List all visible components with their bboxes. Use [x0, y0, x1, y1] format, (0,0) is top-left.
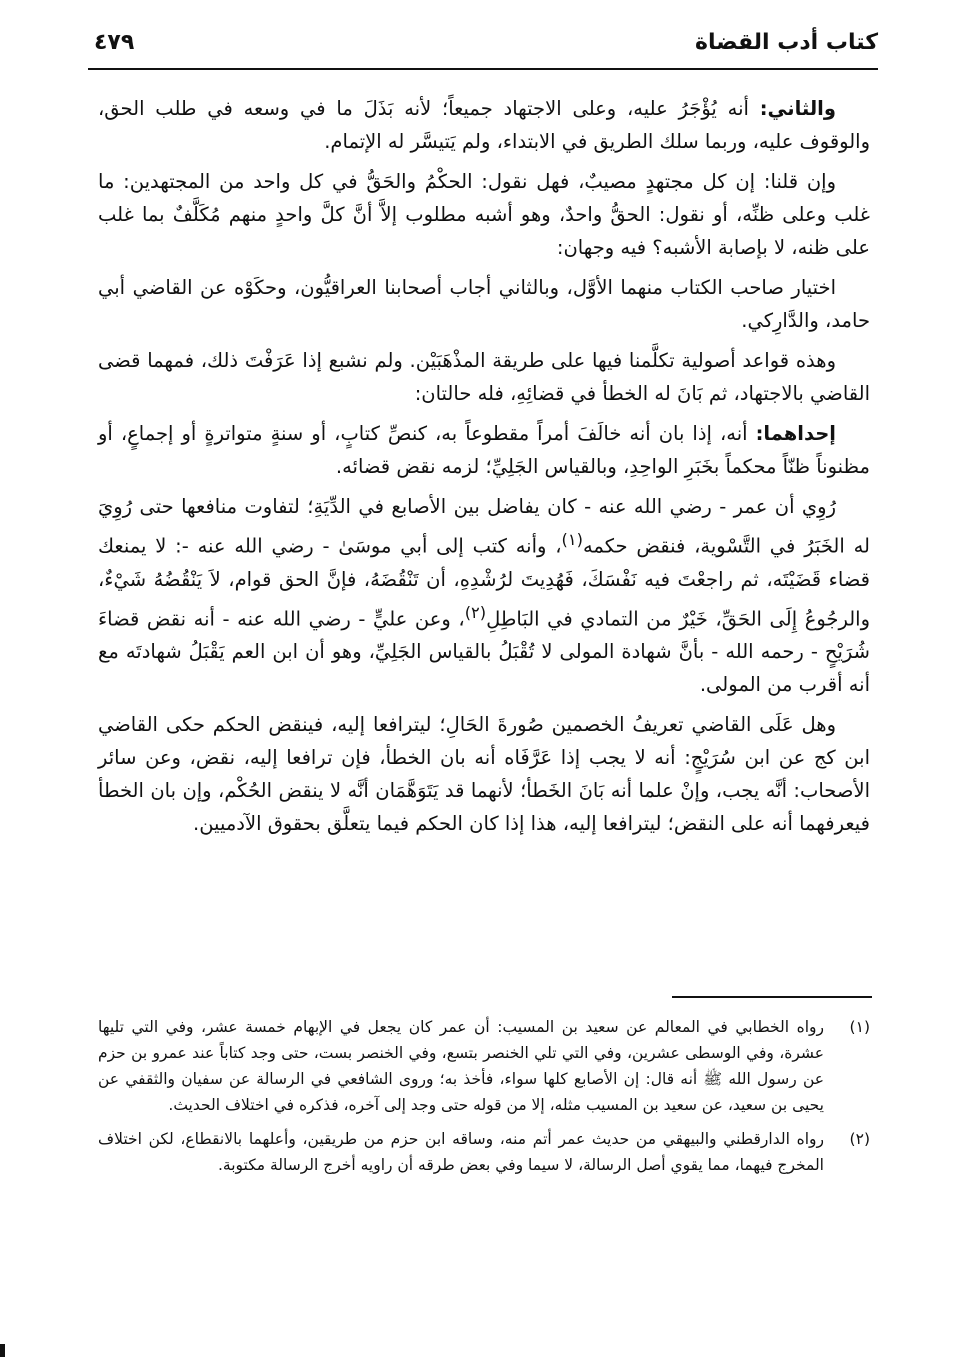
paragraph-5	[98, 417, 870, 483]
paragraph-6-part-2: ، وأنه كتب إلى أبي موسَىٰ - رضي الله عنه -: لا يمنعك قضاء قَضَيْتَه، ثم راجعْتَ فيه نَفْسَكَ، فَهُدِيتَ لرُشْدِهِ، أن تَنْقُضَهُ، فإنَّ الحق قوام، لاَ يَنْقُضُهُ شَيْءٌ، والرجُوعُ إِلَى الحَقِّ، خَيْرٌ من التمادي في البَاطِلِ	[98, 534, 871, 630]
running-header	[88, 26, 878, 62]
footnote-2-mark: (٢)	[849, 1130, 870, 1148]
main-text	[98, 92, 870, 847]
paragraph-3: اختيار صاحب الكتاب منهما الأوَّل، وبالثاني أجاب أصحابنا العراقيُّون، وحكَوْه عن القاضي أبي حامد، والدَّارِكي.	[98, 276, 870, 332]
footnotes	[98, 1014, 870, 1186]
paragraph-6-part-3: ، وعن عليٍّ - رضي الله عنه - أنه نقض قضاءَ شُرَيْحٍ - رحمه الله - بأنَّ شهادة المولى لا تُقْبَلُ بالقياس الجَلِيِّ، وهو أن ابن العم يَقْبَلُ شهادتَه مع أنه أقرب من المولى.	[98, 607, 870, 696]
scan-edge-mark	[0, 1344, 5, 1357]
footnote-2-text: رواه الدارقطني والبيهقي من حديث عمر أتم منه، وساقه ابن حزم من طريقين، وأعلهما بالانقطاع، لكن اختلاف المخرج فيهما، مما يقوي أصل الرسالة، لا سيما وفي بعض طرقه أن راويه أخرج الرسالة مكتوبة.	[98, 1130, 824, 1174]
paragraph-1-text: أنه يُؤْجَرُ عليه، وعلى الاجتهاد جميعاً؛ لأنه بَذَلَ ما في وسعه في طلب الحق، والوقوف عليه، وربما سلك الطريق في الابتداء، ولم يَتيسَّر له الإتمام.	[98, 97, 870, 153]
header-rule	[88, 68, 878, 70]
paragraph-4: وهذه قواعد أصولية تكلَّمنا فيها على طريقة المذْهَبَيْن. ولم نشبع إذا عَرَفْتَ ذلك، فمهما قضى القاضي بالاجتهاد، ثم بَانَ له الخطأ في قضائِهِ، فله حالتان:	[98, 349, 870, 405]
paragraph-7: وهل عَلَى القاضي تعريفُ الخصمين صُورةَ الحَالِ؛ ليترافعا إليه، فينقض الحكم حكى القاضي ابن كج عن ابن سُرَيْجٍ: أنه لا يجب إذا عَرَّفَاه أنه بان الخطأ، فإن ترافعا إليه، نقض، وعن سائر الأصحاب: أنَّه يجب، وإنْ علما أنه بَانَ الخَطأ؛ لأنهما قد يَتَوَهَّمَان أنَّه لا ينقض الحُكْم، وإن بان الخطأ فيعرفهما أنه على النقض؛ ليترافعا إليه، هذا إذا كان الحكم فيما يتعلَّق بحقوق الآدميين.	[98, 713, 870, 835]
paragraph-1	[98, 92, 870, 158]
footnote-rule	[672, 996, 872, 998]
footnote-1-text: رواه الخطابي في المعالم عن سعيد بن المسيب: أن عمر كان يجعل في الإبهام خمسة عشر، وفي التي تليها عشرة، وفي الوسطى عشرين، وفي التي تلي الخنصر بتسع، وفي الخنصر بست، حتى وجد كتاباً عند عمرو بن حزم عن رسول الله ﷺ أنه قال: إن الأصابع كلها سواء، فأخذ به؛ وروى الشافعي في الرسالة عن سفيان والثقفي عن يحيى بن سعيد، عن سعيد بن المسيب مثله، إلا من قوله حتى وجد إلى آخره، فذكره في اختلاف الحديث.	[98, 1018, 824, 1114]
paragraph-6	[98, 490, 870, 701]
footnote-ref-1[interactable]: (١)	[561, 530, 583, 549]
footnote-1-mark: (١)	[849, 1018, 870, 1036]
footnote-ref-2[interactable]: (٢)	[464, 602, 487, 622]
paragraph-1-lead: والثاني:	[759, 97, 836, 120]
paragraph-6-part-1: رُوِي أن عمر - رضي الله عنه - كان يفاضل بين الأصابع في الدِّيَةِ؛ لتفاوت منافعها حتى رُوِيَ له الخَبَرُ في التَّسْوية، فنقض حكمه	[98, 495, 870, 558]
paragraph-5-lead: إحداهما:	[755, 422, 836, 445]
page-number: ٤٧٩	[94, 30, 135, 55]
footnote-2	[98, 1126, 870, 1178]
paragraph-2: وإن قلنا: إن كل مجتهدٍ مصيبٌ، فهل نقول: الحكْمُ والحَقُّ في كل واحد من المجتهدين: ما غلب وعلى ظنِّه، أو نقول: الحقُّ واحدٌ، وهو أشبه مطلوب إلاَّ أنَّ كلَّ واحدٍ منهم مُكَلَّفٌ بما غلب على ظنه، لا بإصابة الأشبه؟ فيه وجهان:	[98, 170, 870, 259]
book-title: كتاب أدب القضاة	[695, 30, 878, 55]
footnote-1	[98, 1014, 870, 1118]
paragraph-5-text: أنه، إذا بان أنه خالَفَ أمراً مقطوعاً به، كنصِّ كتابٍ، أو سنةٍ متواترةٍ أو إجماعٍ، أو مظنوناً ظنّاً محكماً بخَبَرِ الواحِدِ، وبالقياس الجَلِيِّ؛ لزمه نقض قضائه.	[98, 422, 870, 478]
